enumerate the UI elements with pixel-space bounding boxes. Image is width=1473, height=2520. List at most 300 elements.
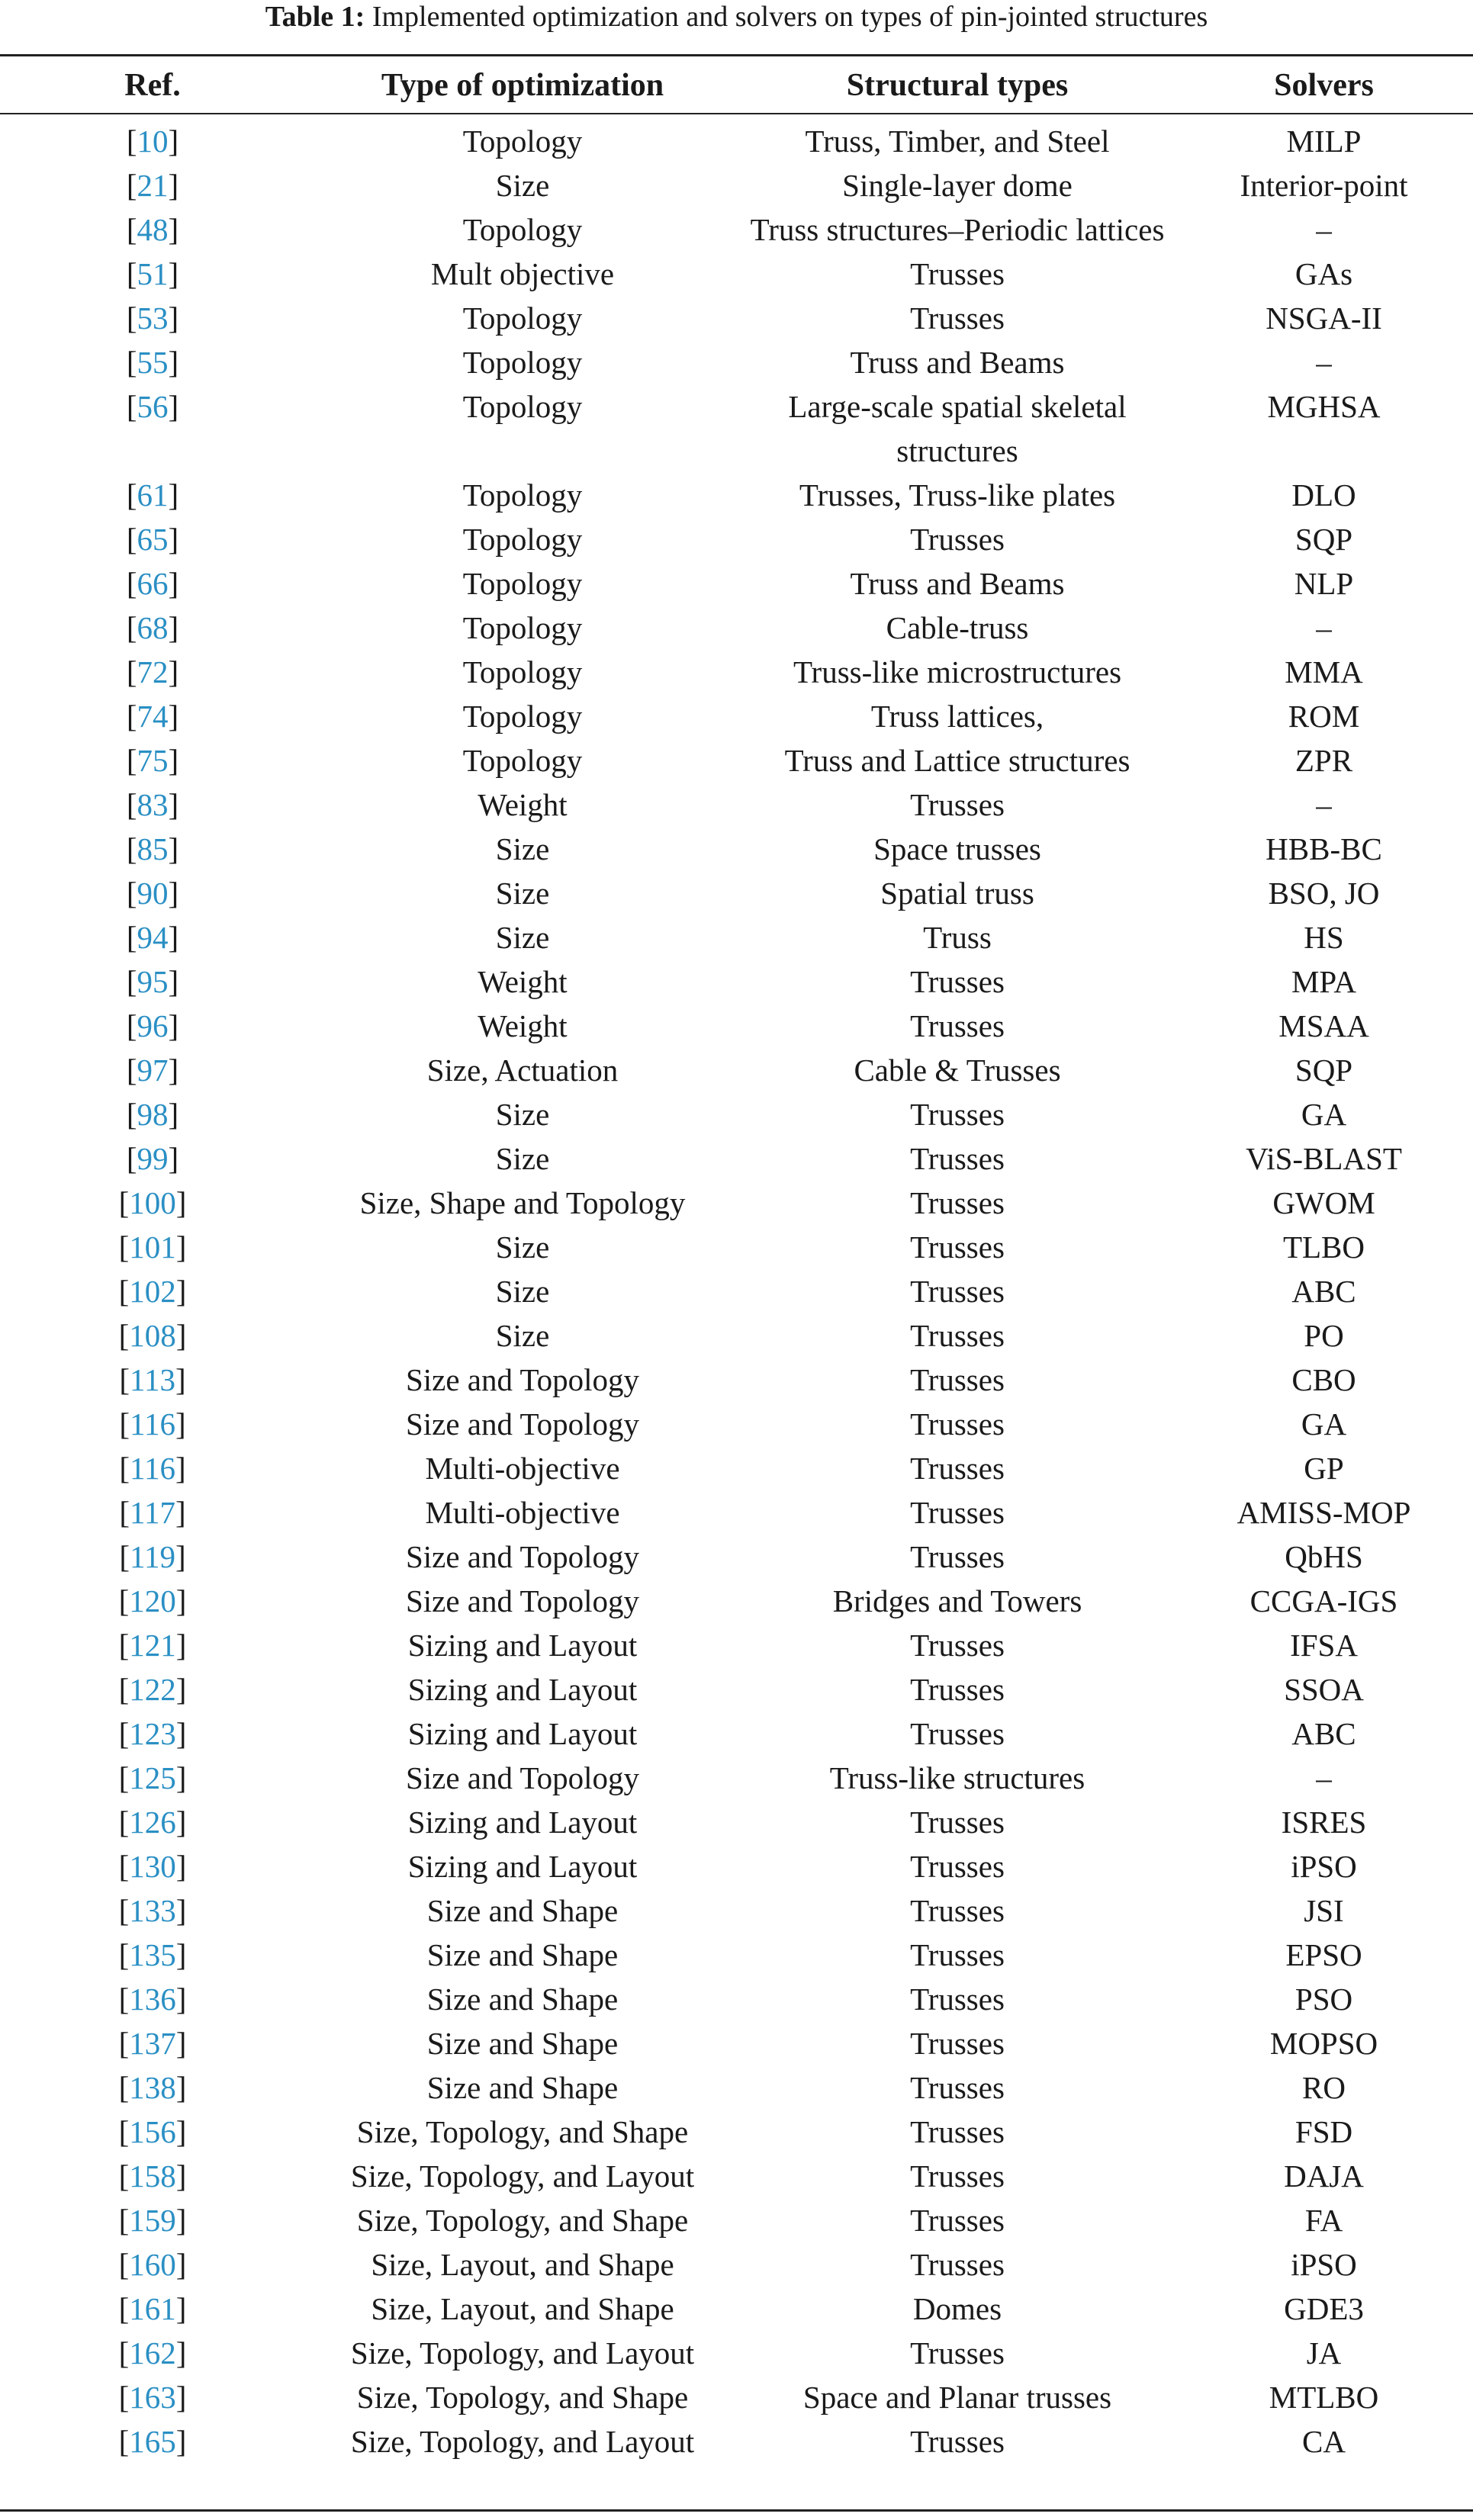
table-bottom-rule [0, 2509, 1473, 2512]
table-row [0, 1933, 1473, 1977]
table-row [0, 1225, 1473, 1269]
solver-cell: DAJA [1284, 2158, 1364, 2194]
ref-link[interactable]: 61 [137, 477, 169, 513]
structural-type-cell: Truss, Timber, and Steel [805, 124, 1110, 159]
solver-cell: GA [1301, 1406, 1347, 1442]
solver-cell: BSO, JO [1268, 876, 1380, 911]
ref-cell: [97] [126, 1053, 179, 1088]
table-row [0, 1402, 1473, 1446]
table-row [0, 871, 1473, 915]
optimization-type-cell: Size, Topology, and Shape [356, 2380, 689, 2415]
caption-text: Implemented optimization and solvers on types of pin-jointed structures [371, 1, 1208, 33]
solver-cell: CCGA-IGS [1249, 1583, 1398, 1618]
solver-cell: SSOA [1284, 1672, 1364, 1707]
table-row [0, 1888, 1473, 1933]
table-row [0, 738, 1473, 783]
optimization-type-cell: Topology [462, 124, 583, 159]
optimization-type-cell: Topology [462, 389, 583, 424]
header-row [0, 58, 1473, 113]
ref-cell: [133] [118, 1893, 187, 1928]
table-body [0, 113, 1473, 2464]
structural-type-cell: Trusses [910, 964, 1005, 999]
ref-link[interactable]: 130 [129, 1849, 176, 1884]
ref-link[interactable]: 137 [129, 2026, 176, 2061]
solver-cell: – [1316, 212, 1332, 247]
ref-cell: [90] [126, 876, 179, 911]
table-row [0, 1004, 1473, 1048]
ref-cell: [74] [126, 699, 179, 734]
structural-type-cell: Truss structures–Periodic lattices [750, 212, 1165, 247]
ref-link[interactable]: 10 [137, 124, 169, 159]
solver-cell: HS [1304, 920, 1344, 955]
ref-link[interactable]: 85 [137, 831, 169, 866]
ref-cell: [113] [119, 1362, 186, 1397]
solver-cell: iPSO [1291, 2247, 1357, 2282]
ref-cell: [158] [118, 2158, 187, 2194]
ref-link[interactable]: 83 [137, 787, 169, 822]
ref-link[interactable]: 94 [137, 920, 169, 955]
ref-link[interactable]: 121 [129, 1628, 176, 1663]
ref-cell: [53] [126, 301, 179, 336]
structural-type-cell: Space trusses [873, 831, 1041, 866]
ref-cell: [135] [118, 1937, 187, 1972]
optimization-type-cell: Size and Shape [426, 2026, 619, 2061]
solver-cell: ZPR [1295, 743, 1353, 778]
solver-cell: MSAA [1278, 1008, 1369, 1043]
table-row [0, 1579, 1473, 1623]
table-row [0, 1313, 1473, 1358]
structural-type-cell: Large-scale spatial skeletal structures [788, 389, 1127, 468]
table-row [0, 1358, 1473, 1402]
table-row [0, 296, 1473, 340]
optimization-type-cell: Sizing and Layout [407, 1849, 638, 1884]
ref-link[interactable]: 162 [129, 2335, 176, 2371]
optimization-type-cell: Size [495, 876, 550, 911]
structural-type-cell: Truss lattices, [870, 699, 1044, 734]
structural-type-cell: Trusses [910, 787, 1005, 822]
solver-cell: ABC [1291, 1274, 1356, 1309]
table-row [0, 2154, 1473, 2198]
optimization-type-cell: Size, Topology, and Layout [350, 2158, 695, 2194]
structural-type-cell: Trusses [910, 1318, 1005, 1353]
structural-type-cell: Trusses [910, 1495, 1005, 1530]
table-row [0, 252, 1473, 296]
structural-type-cell: Trusses [910, 1628, 1005, 1663]
structural-type-cell: Trusses [910, 2026, 1005, 2061]
ref-cell: [95] [126, 964, 179, 999]
optimization-type-cell: Size and Shape [426, 1893, 619, 1928]
structural-type-cell: Trusses [910, 1274, 1005, 1309]
ref-link[interactable]: 113 [130, 1362, 175, 1397]
solver-cell: SQP [1295, 522, 1353, 557]
ref-cell: [138] [118, 2070, 187, 2105]
ref-cell: [121] [118, 1628, 187, 1663]
ref-cell: [21] [126, 168, 179, 203]
optimization-type-cell: Size [495, 1229, 550, 1265]
structural-type-cell: Trusses [910, 1672, 1005, 1707]
ref-link[interactable]: 48 [137, 212, 169, 247]
structural-type-cell: Trusses [910, 1982, 1005, 2017]
table-row [0, 1756, 1473, 1800]
ref-cell: [94] [126, 920, 179, 955]
table-row [0, 473, 1473, 517]
solver-cell: CBO [1291, 1362, 1356, 1397]
ref-link[interactable]: 68 [137, 610, 169, 645]
optimization-type-cell: Size, Topology, and Layout [350, 2424, 695, 2459]
ref-link[interactable]: 74 [137, 699, 169, 734]
table-row [0, 1535, 1473, 1579]
structural-type-cell: Truss [923, 920, 992, 955]
ref-link[interactable]: 163 [129, 2380, 176, 2415]
optimization-type-cell: Size and Shape [426, 1937, 619, 1972]
table-row [0, 1490, 1473, 1535]
ref-link[interactable]: 96 [137, 1008, 169, 1043]
ref-link[interactable]: 160 [129, 2247, 176, 2282]
structural-type-cell: Trusses [910, 2335, 1005, 2371]
ref-link[interactable]: 158 [129, 2158, 176, 2194]
ref-cell: [65] [126, 522, 179, 557]
table-row [0, 1446, 1473, 1490]
ref-cell: [66] [126, 566, 179, 601]
ref-cell: [159] [118, 2203, 187, 2238]
structural-type-cell: Truss and Beams [850, 345, 1065, 380]
optimization-type-cell: Size and Topology [405, 1362, 640, 1397]
ref-cell: [119] [119, 1539, 186, 1574]
ref-link[interactable]: 117 [130, 1495, 175, 1530]
data-table [0, 58, 1473, 2464]
structural-type-cell: Cable-truss [886, 610, 1029, 645]
header-structure: Structural types [846, 68, 1069, 103]
table-row [0, 650, 1473, 694]
table-row [0, 783, 1473, 827]
structural-type-cell: Trusses [910, 1805, 1005, 1840]
table-row [0, 2242, 1473, 2287]
ref-cell: [10] [126, 124, 179, 159]
solver-cell: – [1316, 787, 1332, 822]
solver-cell: ISRES [1281, 1805, 1367, 1840]
table-caption [0, 0, 1473, 34]
structural-type-cell: Trusses [910, 2114, 1005, 2149]
structural-type-cell: Single-layer dome [842, 168, 1073, 203]
ref-link[interactable]: 116 [130, 1451, 175, 1486]
structural-type-cell: Trusses [910, 2158, 1005, 2194]
optimization-type-cell: Size and Topology [405, 1406, 640, 1442]
solver-cell: IFSA [1290, 1628, 1358, 1663]
solver-cell: MGHSA [1267, 389, 1381, 424]
optimization-type-cell: Size [495, 168, 550, 203]
table-row [0, 1181, 1473, 1225]
ref-cell: [108] [118, 1318, 187, 1353]
solver-cell: GA [1301, 1097, 1347, 1132]
ref-link[interactable]: 159 [129, 2203, 176, 2238]
table-row [0, 2419, 1473, 2464]
structural-type-cell: Cable & Trusses [854, 1053, 1061, 1088]
ref-cell: [56] [126, 389, 179, 424]
table-row [0, 517, 1473, 561]
optimization-type-cell: Size, Layout, and Shape [371, 2247, 674, 2282]
ref-link[interactable]: 156 [129, 2114, 176, 2149]
ref-cell: [125] [118, 1760, 187, 1795]
structural-type-cell: Trusses [910, 1097, 1005, 1132]
optimization-type-cell: Size, Topology, and Shape [356, 2203, 689, 2238]
table-row [0, 1844, 1473, 1888]
ref-link[interactable]: 125 [129, 1760, 176, 1795]
ref-link[interactable]: 21 [137, 168, 169, 203]
table-row [0, 113, 1473, 163]
structural-type-cell: Trusses [910, 2424, 1005, 2459]
structural-type-cell: Trusses [910, 1362, 1005, 1397]
ref-link[interactable]: 95 [137, 964, 169, 999]
optimization-type-cell: Topology [462, 654, 583, 689]
structural-type-cell: Trusses [910, 256, 1005, 291]
solver-cell: HBB-BC [1266, 831, 1382, 866]
ref-cell: [160] [118, 2247, 187, 2282]
solver-cell: NLP [1294, 566, 1354, 601]
optimization-type-cell: Size, Layout, and Shape [371, 2291, 674, 2326]
optimization-type-cell: Sizing and Layout [407, 1805, 638, 1840]
solver-cell: FA [1304, 2203, 1343, 2238]
ref-link[interactable]: 100 [129, 1185, 176, 1220]
structural-type-cell: Trusses [910, 1185, 1005, 1220]
optimization-type-cell: Sizing and Layout [407, 1628, 638, 1663]
optimization-type-cell: Size and Shape [426, 2070, 619, 2105]
ref-link[interactable]: 120 [129, 1583, 176, 1618]
solver-cell: SQP [1295, 1053, 1353, 1088]
ref-link[interactable]: 97 [137, 1053, 169, 1088]
optimization-type-cell: Topology [462, 566, 583, 601]
ref-link[interactable]: 75 [137, 743, 169, 778]
structural-type-cell: Trusses, Truss-like plates [799, 477, 1116, 513]
ref-cell: [100] [118, 1185, 187, 1220]
table-row [0, 959, 1473, 1004]
solver-cell: GDE3 [1284, 2291, 1364, 2326]
ref-cell: [101] [118, 1229, 187, 1265]
optimization-type-cell: Topology [462, 477, 583, 513]
solver-cell: MPA [1291, 964, 1357, 999]
ref-link[interactable]: 133 [129, 1893, 176, 1928]
ref-link[interactable]: 126 [129, 1805, 176, 1840]
structural-type-cell: Truss-like structures [829, 1760, 1085, 1795]
table-row [0, 2065, 1473, 2110]
table-row [0, 1269, 1473, 1313]
structural-type-cell: Trusses [910, 1406, 1005, 1442]
ref-cell: [99] [126, 1141, 179, 1176]
ref-link[interactable]: 99 [137, 1141, 169, 1176]
ref-link[interactable]: 122 [129, 1672, 176, 1707]
structural-type-cell: Trusses [910, 1849, 1005, 1884]
solver-cell: MOPSO [1269, 2026, 1378, 2061]
ref-link[interactable]: 101 [129, 1229, 176, 1265]
header-type: Type of optimization [381, 68, 664, 103]
solver-cell: QbHS [1285, 1539, 1363, 1574]
solver-cell: AMISS-MOP [1237, 1495, 1411, 1530]
table-row [0, 2110, 1473, 2154]
structural-type-cell: Trusses [910, 2247, 1005, 2282]
ref-cell: [102] [118, 1274, 187, 1309]
table-row [0, 561, 1473, 606]
solver-cell: PSO [1295, 1982, 1353, 2017]
table-row [0, 1092, 1473, 1136]
structural-type-cell: Trusses [910, 1937, 1005, 1972]
table-row [0, 1800, 1473, 1844]
ref-cell: [85] [126, 831, 179, 866]
optimization-type-cell: Size [495, 1141, 550, 1176]
optimization-type-cell: Multi-objective [425, 1495, 620, 1530]
ref-link[interactable]: 90 [137, 876, 169, 911]
ref-link[interactable]: 51 [137, 256, 169, 291]
optimization-type-cell: Topology [462, 301, 583, 336]
structural-type-cell: Truss-like microstructures [793, 654, 1122, 689]
optimization-type-cell: Size [495, 1097, 550, 1132]
ref-link[interactable]: 72 [137, 654, 169, 689]
structural-type-cell: Trusses [910, 2070, 1005, 2105]
optimization-type-cell: Multi-objective [425, 1451, 620, 1486]
table-row [0, 2198, 1473, 2242]
ref-cell: [117] [119, 1495, 186, 1530]
solver-cell: DLO [1291, 477, 1356, 513]
structural-type-cell: Trusses [910, 522, 1005, 557]
table-row [0, 827, 1473, 871]
ref-cell: [68] [126, 610, 179, 645]
structural-type-cell: Trusses [910, 1716, 1005, 1751]
solver-cell: MILP [1286, 124, 1362, 159]
solver-cell: ViS-BLAST [1246, 1141, 1402, 1176]
ref-link[interactable]: 65 [137, 522, 169, 557]
structural-type-cell: Space and Planar trusses [802, 2380, 1112, 2415]
ref-link[interactable]: 66 [137, 566, 169, 601]
table-row [0, 2375, 1473, 2419]
ref-cell: [120] [118, 1583, 187, 1618]
table-row [0, 1623, 1473, 1667]
table-row [0, 207, 1473, 252]
optimization-type-cell: Size [495, 1318, 550, 1353]
optimization-type-cell: Mult objective [430, 256, 615, 291]
table-row [0, 2021, 1473, 2065]
optimization-type-cell: Size [495, 920, 550, 955]
optimization-type-cell: Weight [478, 1008, 568, 1043]
ref-link[interactable]: 53 [137, 301, 169, 336]
optimization-type-cell: Size [495, 831, 550, 866]
ref-cell: [165] [118, 2424, 187, 2459]
solver-cell: TLBO [1282, 1229, 1365, 1265]
ref-cell: [136] [118, 1982, 187, 2017]
structural-type-cell: Trusses [910, 2203, 1005, 2238]
optimization-type-cell: Topology [462, 212, 583, 247]
table-row [0, 694, 1473, 738]
ref-link[interactable]: 102 [129, 1274, 176, 1309]
optimization-type-cell: Topology [462, 522, 583, 557]
ref-link[interactable]: 119 [130, 1539, 175, 1574]
optimization-type-cell: Size, Shape and Topology [359, 1185, 686, 1220]
ref-cell: [162] [118, 2335, 187, 2371]
solver-cell: – [1316, 345, 1332, 380]
structural-type-cell: Bridges and Towers [832, 1583, 1082, 1618]
solver-cell: – [1316, 610, 1332, 645]
ref-cell: [96] [126, 1008, 179, 1043]
ref-link[interactable]: 116 [130, 1406, 175, 1442]
structural-type-cell: Trusses [910, 1141, 1005, 1176]
optimization-type-cell: Sizing and Layout [407, 1672, 638, 1707]
ref-cell: [163] [118, 2380, 187, 2415]
solver-cell: GWOM [1272, 1185, 1375, 1220]
table-row [0, 1977, 1473, 2021]
structural-type-cell: Spatial truss [880, 876, 1034, 911]
optimization-type-cell: Size, Topology, and Shape [356, 2114, 689, 2149]
structural-type-cell: Truss and Lattice structures [784, 743, 1130, 778]
ref-link[interactable]: 165 [129, 2424, 176, 2459]
table-row [0, 1136, 1473, 1181]
ref-cell: [48] [126, 212, 179, 247]
table-row [0, 384, 1473, 473]
structural-type-cell: Trusses [910, 1229, 1005, 1265]
solver-cell: MMA [1285, 654, 1363, 689]
ref-link[interactable]: 138 [129, 2070, 176, 2105]
ref-cell: [55] [126, 345, 179, 380]
solver-cell: ABC [1291, 1716, 1356, 1751]
structural-type-cell: Trusses [910, 1893, 1005, 1928]
ref-link[interactable]: 136 [129, 1982, 176, 2017]
table-row [0, 340, 1473, 384]
optimization-type-cell: Size and Shape [426, 1982, 619, 2017]
ref-cell: [83] [126, 787, 179, 822]
optimization-type-cell: Size and Topology [405, 1539, 640, 1574]
ref-link[interactable]: 135 [129, 1937, 176, 1972]
structural-type-cell: Truss and Beams [850, 566, 1065, 601]
ref-link[interactable]: 161 [129, 2291, 176, 2326]
table-row [0, 1712, 1473, 1756]
ref-cell: [51] [126, 256, 179, 291]
solver-cell: GAs [1295, 256, 1353, 291]
optimization-type-cell: Topology [462, 699, 583, 734]
header-ref: Ref. [124, 68, 181, 103]
ref-cell: [116] [119, 1406, 186, 1442]
ref-cell: [116] [119, 1451, 186, 1486]
ref-link[interactable]: 123 [129, 1716, 176, 1751]
table-row [0, 1667, 1473, 1712]
solver-cell: CA [1302, 2424, 1346, 2459]
solver-cell: GP [1304, 1451, 1344, 1486]
solver-cell: FSD [1295, 2114, 1353, 2149]
solver-cell: PO [1304, 1318, 1344, 1353]
table-row [0, 163, 1473, 207]
optimization-type-cell: Size, Topology, and Layout [350, 2335, 695, 2371]
ref-cell: [130] [118, 1849, 187, 1884]
optimization-type-cell: Topology [462, 345, 583, 380]
optimization-type-cell: Topology [462, 610, 583, 645]
structural-type-cell: Trusses [910, 1539, 1005, 1574]
ref-cell: [161] [118, 2291, 187, 2326]
ref-cell: [156] [118, 2114, 187, 2149]
table-row [0, 2331, 1473, 2375]
solver-cell: RO [1302, 2070, 1346, 2105]
structural-type-cell: Domes [912, 2291, 1002, 2326]
solver-cell: iPSO [1291, 1849, 1357, 1884]
optimization-type-cell: Size [495, 1274, 550, 1309]
ref-link[interactable]: 55 [137, 345, 169, 380]
solver-cell: NSGA-II [1266, 301, 1382, 336]
ref-link[interactable]: 56 [137, 389, 169, 424]
solver-cell: JSI [1304, 1893, 1344, 1928]
solver-cell: JA [1306, 2335, 1342, 2371]
solver-cell: – [1316, 1760, 1332, 1795]
ref-cell: [75] [126, 743, 179, 778]
ref-link[interactable]: 98 [137, 1097, 169, 1132]
solver-cell: Interior-point [1240, 168, 1408, 203]
table-row [0, 915, 1473, 959]
optimization-type-cell: Size, Actuation [426, 1053, 619, 1088]
caption-label: Table 1: [265, 1, 365, 33]
ref-link[interactable]: 108 [129, 1318, 176, 1353]
